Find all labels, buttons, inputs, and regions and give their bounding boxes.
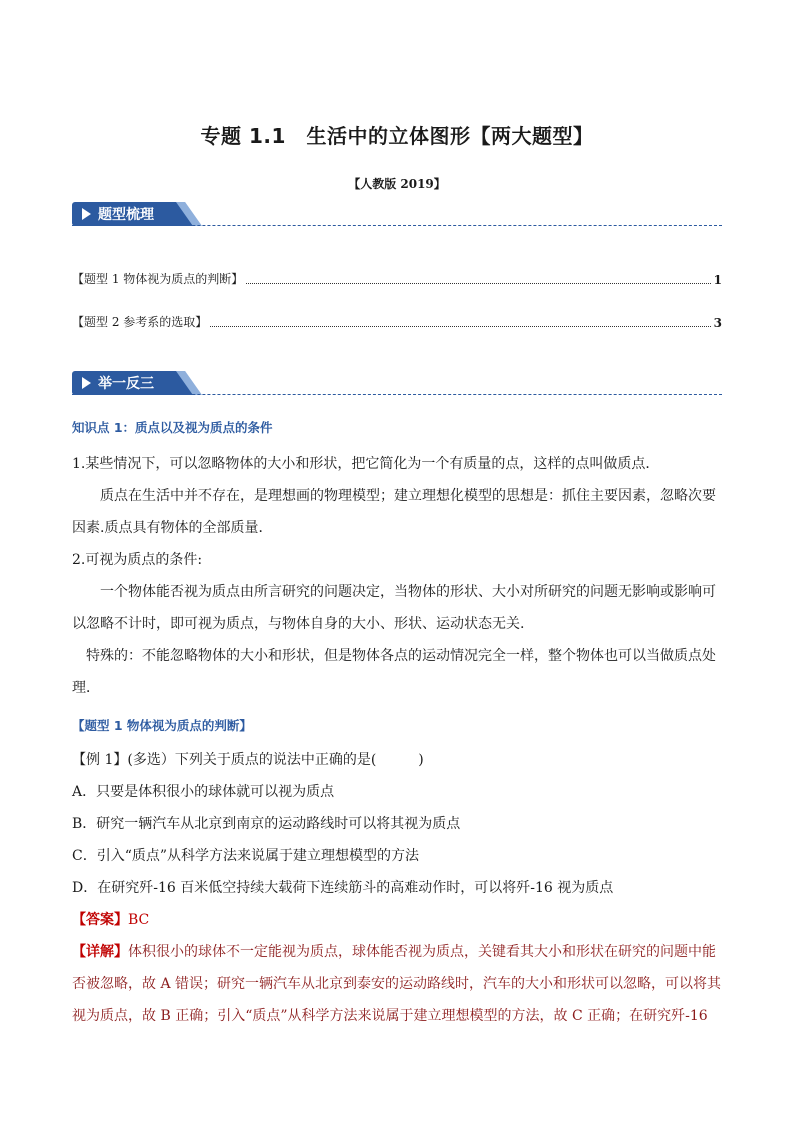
section-divider (72, 394, 722, 395)
paragraph-ideal-model: 质点在生活中并不存在，是理想画的物理模型；建立理想化模型的思想是：抓住主要因素，忽略次要因素.质点具有物体的全部质量． (72, 488, 716, 536)
answer-label: 【答案】 (72, 912, 128, 928)
section-divider (72, 225, 722, 226)
document-title: 专题 1.1 生活中的立体图形【两大题型】 (200, 124, 594, 148)
answer-value: BC (128, 912, 150, 928)
section-label: 题型梳理 (98, 207, 154, 223)
explanation-label: 【详解】 (72, 944, 128, 960)
toc-leader-dots (246, 283, 710, 284)
toc-entry-label: 【题型 1 物体视为质点的判断】 (72, 272, 244, 286)
toc-entry-2[interactable] (72, 313, 722, 330)
paragraph-conditions-heading: 2.可视为质点的条件: (72, 552, 203, 568)
option-b: B．研究一辆汽车从北京到南京的运动路线时可以将其视为质点 (72, 816, 461, 832)
play-arrow-icon (82, 208, 91, 220)
toc-page-number: 3 (713, 316, 722, 330)
paragraph-definition: 1.某些情况下，可以忽略物体的大小和形状，把它简化为一个有质量的点，这样的点叫做质点． (72, 456, 660, 472)
answer-line (72, 904, 722, 936)
paragraph-special-case: 特殊的：不能忽略物体的大小和形状，但是物体各点的运动情况完全一样，整个物体也可以当做质点处理． (72, 648, 716, 696)
toc-entry-1[interactable] (72, 270, 722, 287)
toc-entry-label: 【题型 2 参考系的选取】 (72, 315, 208, 329)
example-question: 【例 1】(多选）下列关于质点的说法中正确的是( ) (72, 752, 424, 768)
option-a: A．只要是体积很小的球体就可以视为质点 (72, 784, 335, 800)
toc-leader-dots (210, 326, 710, 327)
section-label: 举一反三 (98, 376, 154, 392)
explanation-text: 体积很小的球体不一定能视为质点，球体能否视为质点，关键看其大小和形状在研究的问题中能否被忽略，故 A 错误；研究一辆汽车从北京到泰安的运动路线时，汽车的大小和形状可以忽略，可以将其视为质点，故 B 正确；引入“质点”从科学方法来说属于建立理想模型的方法，故 C 正确；在研究歼-16 (72, 944, 722, 1024)
play-arrow-icon (82, 377, 91, 389)
section-header-practice (72, 371, 722, 395)
edition-subtitle: 【人教版 2019】 (348, 177, 446, 191)
toc-page-number: 1 (713, 273, 722, 287)
section-header-topic-summary (72, 202, 722, 226)
knowledge-point-heading: 知识点 1：质点以及视为质点的条件 (72, 420, 273, 435)
question-type-heading: 【题型 1 物体视为质点的判断】 (72, 718, 252, 733)
option-c: C．引入“质点”从科学方法来说属于建立理想模型的方法 (72, 848, 420, 864)
explanation-paragraph (72, 936, 722, 1032)
option-d: D．在研究歼-16 百米低空持续大载荷下连续筋斗的高难动作时，可以将歼-16 视为质点 (72, 880, 614, 896)
paragraph-conditions: 一个物体能否视为质点由所言研究的问题决定，当物体的形状、大小对所研究的问题无影响或影响可以忽略不计时，即可视为质点，与物体自身的大小、形状、运动状态无关. (72, 584, 716, 632)
